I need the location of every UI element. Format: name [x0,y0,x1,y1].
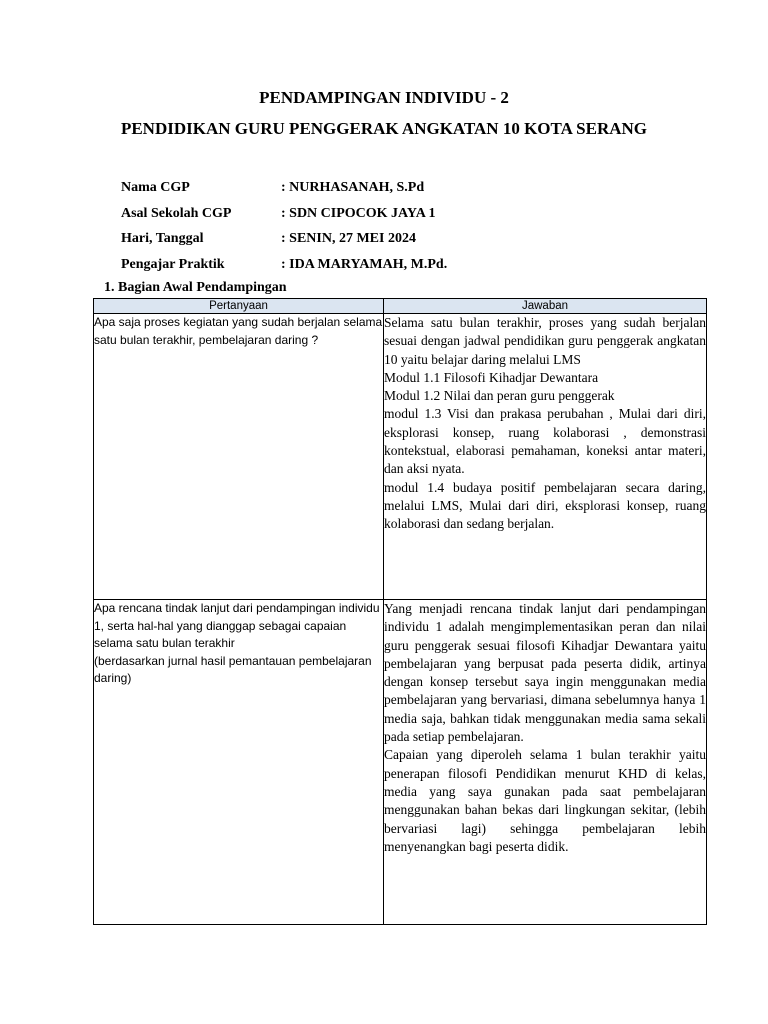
question-cell [94,314,384,600]
mentoring-table [93,298,707,925]
info-label: Nama CGP [121,180,190,195]
info-label: Asal Sekolah CGP [121,205,232,221]
document-title: PENDAMPINGAN INDIVIDU - 2 [259,88,509,107]
info-row-name [121,180,447,206]
answer-paragraph: modul 1.3 Visi dan prakasa perubahan , Mulai dari diri, eksplorasi konsep, ruang kolaborasi , demonstrasi kontekstual, elaborasi pemahaman, koneksi antar materi, dan aksi nyata. [384,406,706,477]
document-subtitle: PENDIDIKAN GURU PENGGERAK ANGKATAN 10 KOTA SERANG [120,119,648,138]
answer-paragraph: modul 1.4 budaya positif pembelajaran secara daring, melalui LMS, Mulai dari diri, eksplorasi konsep, ruang kolaborasi dan sedang berjalan. [384,479,706,532]
table-row [94,600,707,925]
question-text: (berdasarkan jurnal hasil pemantauan pembelajaran daring) [94,653,372,685]
info-value: : SENIN, 27 MEI 2024 [281,231,416,246]
info-label: Hari, Tanggal [121,231,204,246]
answer-cell [384,600,707,925]
answer-paragraph: Selama satu bulan terakhir, proses yang sudah berjalan sesuai dengan jadwal pendidikan guru penggerak angkatan 10 yaitu belajar daring melalui LMS [384,315,706,367]
info-label: Pengajar Praktik [121,256,225,272]
column-header-answer: Jawaban [384,299,707,314]
question-text: Apa saja proses kegiatan yang sudah berjalan selama satu bulan terakhir, pembelajaran daring ? [94,315,383,347]
info-row-date [121,231,447,257]
info-row-instructor [121,257,447,283]
answer-paragraph: Yang menjadi rencana tindak lanjut dari pendampingan individu 1 adalah mengimplementasikan peran dan nilai guru penggerak sesuai filosofi Kihadjar Dewantara yaitu pembelajaran yang berpusat pada peserta didik, artinya dengan konsep tersebut saya ingin menggunakan media pembelajaran yang bervariasi, dimana sebelumnya hanya 1 media saja, bahkan tidak menggunakan media sama sekali pada setiap pembelajaran. [384,601,706,745]
answer-paragraph: Capaian yang diperoleh selama 1 bulan terakhir yaitu penerapan filosofi Pendidikan menurut KHD di kelas, media yang saya gunakan pada saat pembelajaran menggunakan bahan bekas dari lingkungan sekitar, (lebih bervariasi lagi) sehingga pembelajaran lebih menyenangkan bagi peserta didik. [384,747,706,854]
answer-cell [384,314,707,600]
identity-block [121,180,447,282]
info-row-school [121,206,447,232]
answer-paragraph: Modul 1.1 Filosofi Kihadjar Dewantara [384,369,599,385]
question-cell [94,600,384,925]
column-header-question: Pertanyaan [94,299,384,314]
info-value: : SDN CIPOCOK JAYA 1 [281,205,436,221]
table-header-row [94,299,707,314]
table-row [94,314,707,600]
question-text: Apa rencana tindak lanjut dari pendampingan individu 1, serta hal-hal yang dianggap sebagai capaian selama satu bulan terakhir [94,601,380,650]
section-heading: 1. Bagian Awal Pendampingan [104,280,287,295]
info-value: : IDA MARYAMAH, M.Pd. [281,256,448,272]
info-value: : NURHASANAH, S.Pd [281,180,425,195]
answer-paragraph: Modul 1.2 Nilai dan peran guru penggerak [384,388,615,404]
